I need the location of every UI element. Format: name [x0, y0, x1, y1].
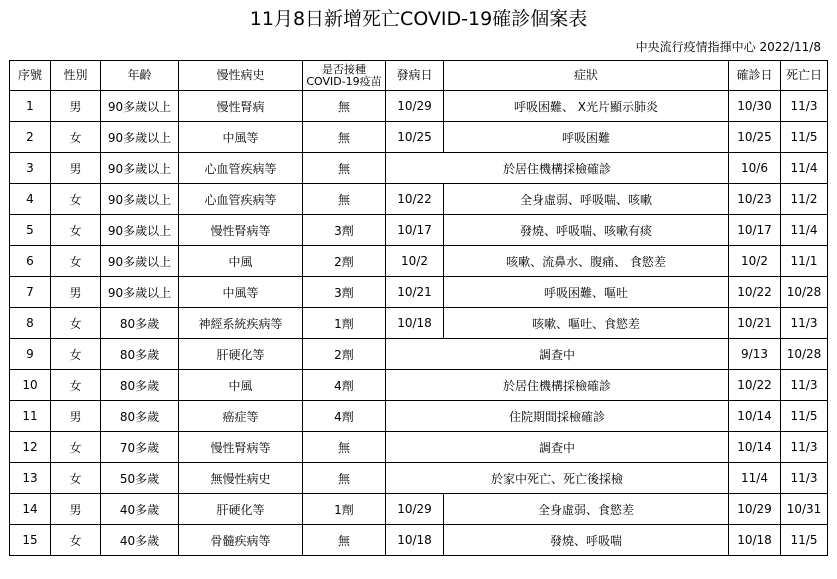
- cell-vaccine: 無: [303, 122, 386, 153]
- cell-symptoms: 於家中死亡、死亡後採檢: [386, 463, 729, 494]
- cell-chronic: 骨髓疾病等: [179, 525, 303, 556]
- cell-age: 70多歲: [101, 432, 179, 463]
- cell-onset: 10/22: [386, 184, 444, 215]
- table-row: [10, 463, 828, 494]
- cell-chronic: 神經系統疾病等: [179, 308, 303, 339]
- header-chronic: 慢性病史: [179, 61, 303, 91]
- cell-age: 90多歲以上: [101, 184, 179, 215]
- cell-age: 80多歲: [101, 339, 179, 370]
- cell-confirmed: 10/17: [729, 215, 781, 246]
- page-title: 11月8日新增死亡COVID-19確診個案表: [249, 8, 588, 30]
- cell-sex: 女: [51, 215, 101, 246]
- table-row: [10, 494, 828, 525]
- table-header: [10, 61, 828, 91]
- cell-confirmed: 10/30: [729, 91, 781, 122]
- table-row: [10, 370, 828, 401]
- cell-vaccine: 4劑: [303, 370, 386, 401]
- cell-symptoms: 全身虛弱、食慾差: [444, 494, 729, 525]
- cell-confirmed: 9/13: [729, 339, 781, 370]
- cell-symptoms: 住院期間採檢確診: [386, 401, 729, 432]
- table-row: [10, 215, 828, 246]
- cell-vaccine: 無: [303, 525, 386, 556]
- table-row: [10, 401, 828, 432]
- cell-death: 11/3: [781, 308, 828, 339]
- cell-death: 11/4: [781, 153, 828, 184]
- cell-onset: 10/18: [386, 308, 444, 339]
- table-body: [10, 91, 828, 556]
- cell-chronic: 慢性腎病等: [179, 432, 303, 463]
- cell-confirmed: 10/25: [729, 122, 781, 153]
- cell-no: 1: [10, 91, 51, 122]
- cell-vaccine: 無: [303, 463, 386, 494]
- cell-chronic: 中風等: [179, 277, 303, 308]
- cell-symptoms: 咳嗽、流鼻水、腹痛、 食慾差: [444, 246, 729, 277]
- cell-sex: 女: [51, 463, 101, 494]
- header-sex: 性別: [51, 61, 101, 91]
- cell-death: 11/2: [781, 184, 828, 215]
- header-symptoms: 症狀: [444, 61, 729, 91]
- cell-no: 9: [10, 339, 51, 370]
- header-death: 死亡日: [781, 61, 828, 91]
- source-line: 中央流行疫情指揮中心 2022/11/8: [635, 40, 821, 54]
- cell-sex: 女: [51, 122, 101, 153]
- table-row: [10, 432, 828, 463]
- cell-onset: 10/29: [386, 494, 444, 525]
- cell-chronic: 中風: [179, 370, 303, 401]
- cell-sex: 男: [51, 401, 101, 432]
- cell-chronic: 中風: [179, 246, 303, 277]
- cell-no: 10: [10, 370, 51, 401]
- cell-confirmed: 10/22: [729, 277, 781, 308]
- cell-symptoms: 調查中: [386, 432, 729, 463]
- cell-age: 90多歲以上: [101, 246, 179, 277]
- cell-onset: 10/21: [386, 277, 444, 308]
- cell-no: 8: [10, 308, 51, 339]
- cell-death: 11/3: [781, 432, 828, 463]
- cell-death: 11/5: [781, 525, 828, 556]
- cell-age: 90多歲以上: [101, 122, 179, 153]
- cell-vaccine: 無: [303, 432, 386, 463]
- cell-death: 10/28: [781, 339, 828, 370]
- case-table: [9, 60, 828, 556]
- table-row: [10, 91, 828, 122]
- cell-chronic: 肝硬化等: [179, 339, 303, 370]
- cell-vaccine: 3劑: [303, 215, 386, 246]
- cell-age: 80多歲: [101, 401, 179, 432]
- cell-symptoms: 調查中: [386, 339, 729, 370]
- cell-confirmed: 10/23: [729, 184, 781, 215]
- cell-chronic: 慢性腎病等: [179, 215, 303, 246]
- cell-symptoms: 呼吸困難、嘔吐: [444, 277, 729, 308]
- cell-chronic: 慢性腎病: [179, 91, 303, 122]
- cell-age: 80多歲: [101, 308, 179, 339]
- cell-vaccine: 4劑: [303, 401, 386, 432]
- cell-age: 40多歲: [101, 525, 179, 556]
- cell-symptoms: 呼吸困難、 X光片顯示肺炎: [444, 91, 729, 122]
- cell-chronic: 癌症等: [179, 401, 303, 432]
- cell-chronic: 中風等: [179, 122, 303, 153]
- cell-vaccine: 2劑: [303, 246, 386, 277]
- cell-death: 11/4: [781, 215, 828, 246]
- cell-age: 50多歲: [101, 463, 179, 494]
- cell-sex: 女: [51, 339, 101, 370]
- header-onset: 發病日: [386, 61, 444, 91]
- header-vaccine-line1: 是否接種: [322, 62, 366, 76]
- cell-age: 90多歲以上: [101, 153, 179, 184]
- cell-age: 80多歲: [101, 370, 179, 401]
- table-row: [10, 246, 828, 277]
- table-row: [10, 339, 828, 370]
- cell-age: 90多歲以上: [101, 215, 179, 246]
- cell-sex: 女: [51, 184, 101, 215]
- cell-symptoms: 咳嗽、嘔吐、食慾差: [444, 308, 729, 339]
- cell-confirmed: 10/14: [729, 432, 781, 463]
- header-age: 年齡: [101, 61, 179, 91]
- cell-no: 2: [10, 122, 51, 153]
- cell-no: 5: [10, 215, 51, 246]
- table-row: [10, 308, 828, 339]
- cell-vaccine: 1劑: [303, 494, 386, 525]
- cell-onset: 10/29: [386, 91, 444, 122]
- cell-sex: 女: [51, 246, 101, 277]
- cell-death: 11/5: [781, 401, 828, 432]
- cell-confirmed: 10/29: [729, 494, 781, 525]
- cell-vaccine: 無: [303, 91, 386, 122]
- cell-no: 4: [10, 184, 51, 215]
- header-confirmed: 確診日: [729, 61, 781, 91]
- cell-chronic: 心血管疾病等: [179, 184, 303, 215]
- cell-symptoms: 呼吸困難: [444, 122, 729, 153]
- table-row: [10, 525, 828, 556]
- cell-symptoms: 全身虛弱、呼吸喘、咳嗽: [444, 184, 729, 215]
- cell-sex: 女: [51, 308, 101, 339]
- cell-onset: 10/2: [386, 246, 444, 277]
- cell-death: 11/5: [781, 122, 828, 153]
- cell-sex: 男: [51, 277, 101, 308]
- cell-vaccine: 無: [303, 184, 386, 215]
- cell-sex: 男: [51, 153, 101, 184]
- cell-no: 3: [10, 153, 51, 184]
- cell-age: 90多歲以上: [101, 91, 179, 122]
- cell-vaccine: 3劑: [303, 277, 386, 308]
- table-row: [10, 184, 828, 215]
- header-vaccine-line2: COVID-19疫苗: [306, 74, 382, 88]
- cell-symptoms: 發燒、呼吸喘、咳嗽有痰: [444, 215, 729, 246]
- cell-no: 15: [10, 525, 51, 556]
- cell-death: 11/3: [781, 91, 828, 122]
- cell-sex: 男: [51, 494, 101, 525]
- cell-age: 40多歲: [101, 494, 179, 525]
- table-row: [10, 122, 828, 153]
- cell-no: 12: [10, 432, 51, 463]
- cell-death: 10/31: [781, 494, 828, 525]
- cell-no: 13: [10, 463, 51, 494]
- cell-onset: 10/17: [386, 215, 444, 246]
- cell-confirmed: 11/4: [729, 463, 781, 494]
- cell-symptoms: 於居住機構採檢確診: [386, 370, 729, 401]
- table-row: [10, 277, 828, 308]
- cell-symptoms: 於居住機構採檢確診: [386, 153, 729, 184]
- cell-onset: 10/18: [386, 525, 444, 556]
- cell-sex: 女: [51, 370, 101, 401]
- cell-confirmed: 10/14: [729, 401, 781, 432]
- cell-chronic: 無慢性病史: [179, 463, 303, 494]
- cell-death: 11/3: [781, 463, 828, 494]
- cell-no: 14: [10, 494, 51, 525]
- cell-vaccine: 2劑: [303, 339, 386, 370]
- cell-sex: 女: [51, 525, 101, 556]
- cell-vaccine: 無: [303, 153, 386, 184]
- cell-vaccine: 1劑: [303, 308, 386, 339]
- header-no: 序號: [10, 61, 51, 91]
- cell-death: 10/28: [781, 277, 828, 308]
- cell-symptoms: 發燒、呼吸喘: [444, 525, 729, 556]
- cell-no: 11: [10, 401, 51, 432]
- cell-confirmed: 10/21: [729, 308, 781, 339]
- cell-death: 11/1: [781, 246, 828, 277]
- cell-confirmed: 10/2: [729, 246, 781, 277]
- cell-death: 11/3: [781, 370, 828, 401]
- cell-no: 7: [10, 277, 51, 308]
- cell-no: 6: [10, 246, 51, 277]
- cell-age: 90多歲以上: [101, 277, 179, 308]
- cell-chronic: 心血管疾病等: [179, 153, 303, 184]
- cell-confirmed: 10/6: [729, 153, 781, 184]
- cell-confirmed: 10/22: [729, 370, 781, 401]
- cell-sex: 女: [51, 432, 101, 463]
- cell-confirmed: 10/18: [729, 525, 781, 556]
- table-row: [10, 153, 828, 184]
- cell-chronic: 肝硬化等: [179, 494, 303, 525]
- cell-onset: 10/25: [386, 122, 444, 153]
- header-vaccine: [303, 61, 386, 91]
- cell-sex: 男: [51, 91, 101, 122]
